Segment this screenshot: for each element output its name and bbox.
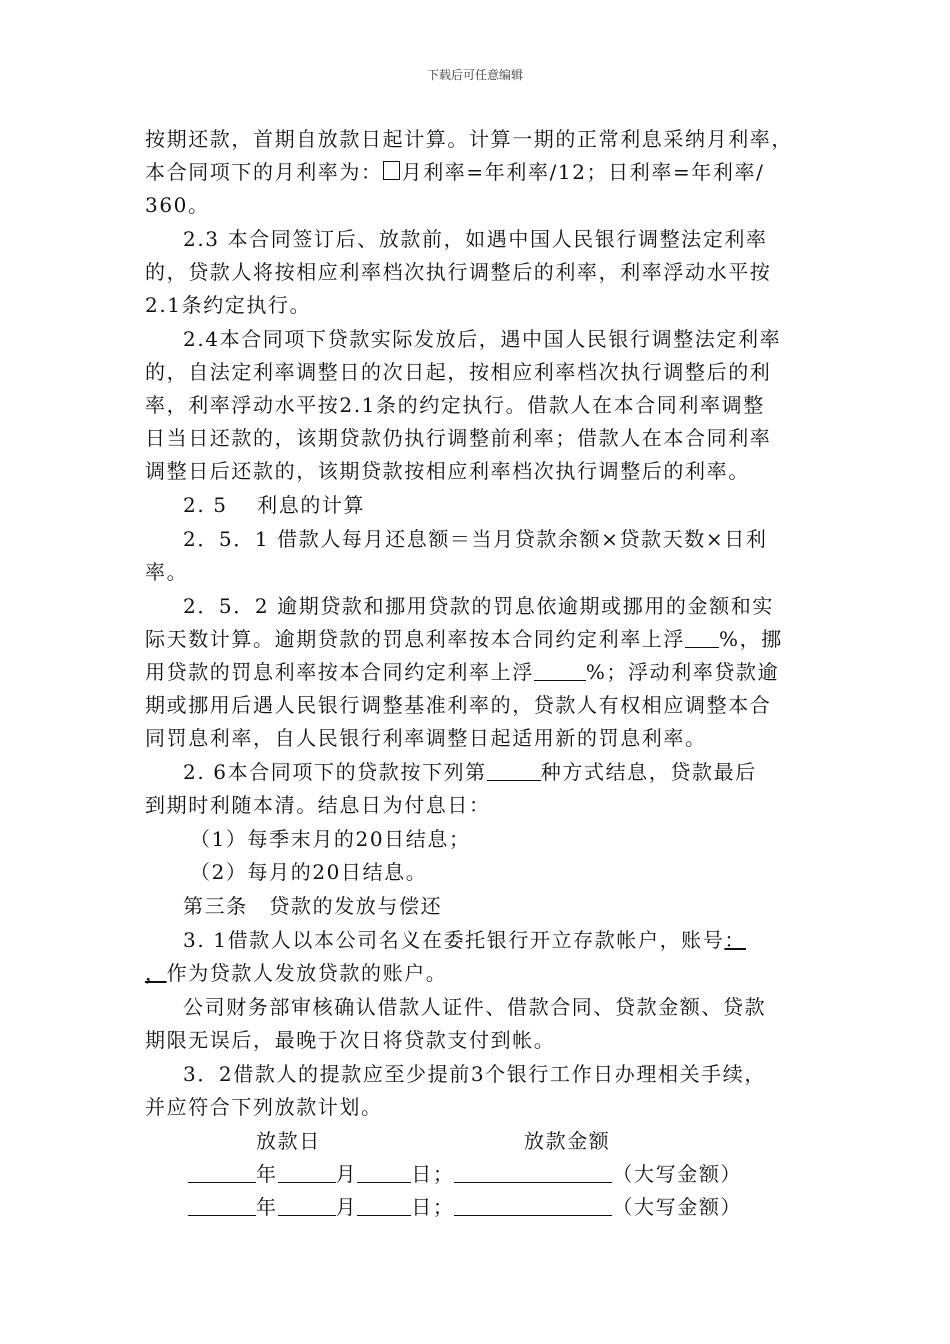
day-blank: [357, 1162, 411, 1183]
list-item: （2）每月的20日结息。: [190, 860, 428, 884]
checkbox-icon: [383, 161, 400, 180]
paragraph-line: 2.4本合同项下贷款实际发放后，遇中国人民银行调整法定利率: [183, 327, 782, 351]
paragraph-line: [145, 960, 810, 986]
paragraph-line: 的，贷款人将按相应利率档次执行调整后的利率，利率浮动水平按: [145, 260, 772, 284]
text-span: 作为贷款人发放贷款的账户。: [166, 961, 448, 985]
month-blank: [278, 1195, 336, 1216]
paragraph-line: [145, 626, 810, 652]
paragraph-line: 同罚息利率，自人民银行利率调整日起适用新的罚息利率。: [145, 726, 707, 750]
blank-field: [685, 627, 719, 648]
section-heading: 2. 5 利息的计算: [183, 493, 366, 517]
day-blank: [357, 1195, 411, 1216]
paragraph-line: 日当日还款的，该期贷款仍执行调整前利率；借款人在本合同利率: [145, 426, 772, 450]
text-span: %，挪: [719, 627, 783, 651]
paragraph-line: 2.1条约定执行。: [145, 293, 312, 317]
paragraph-line: [145, 159, 810, 185]
paragraph-line: 2.3 本合同签订后、放款前，如遇中国人民银行调整法定利率: [183, 227, 768, 251]
list-item: （1）每季末月的20日结息；: [190, 827, 471, 851]
year-blank: [188, 1162, 256, 1183]
paragraph-line: 2．5．2 逾期贷款和挪用贷款的罚息依逾期或挪用的金额和实: [183, 594, 774, 618]
amount-blank: [454, 1195, 612, 1216]
paragraph-line: 2．5．1 借款人每月还息额＝当月贷款余额×贷款天数×日利: [183, 527, 768, 551]
text-span: 月利率=年利率/12；日利率=年利率/: [401, 160, 765, 184]
paragraph-line: 期限无误后，最晚于次日将贷款支付到帐。: [145, 1028, 556, 1052]
schedule-header-date: 放款日: [256, 1129, 321, 1153]
day-label: 日；: [411, 1195, 455, 1219]
paragraph-line: 公司财务部审核确认借款人证件、借款合同、贷款金额、贷款: [183, 995, 767, 1019]
year-label: 年: [256, 1162, 278, 1186]
paragraph-line: 期或挪用后遇人民银行调整基准利率的，贷款人有权相应调整本合: [145, 693, 772, 717]
paragraph-line: [145, 659, 810, 685]
text-span: %；浮动利率贷款逾: [585, 660, 780, 684]
text-span: 本合同项下的月利率为：: [145, 160, 383, 184]
schedule-row: [188, 1194, 853, 1220]
account-number-blank: ：: [724, 928, 746, 952]
amount-note: （大写金额）: [612, 1195, 743, 1219]
text-span: 际天数计算。逾期贷款的罚息利率按本合同约定利率上浮: [145, 627, 685, 651]
amount-note: （大写金额）: [612, 1162, 743, 1186]
month-label: 月: [335, 1195, 358, 1219]
paragraph-line: 率。: [145, 560, 189, 584]
month-blank: [278, 1162, 336, 1183]
paragraph-line: 调整日后还款的，该期贷款按相应利率档次执行调整后的利率。: [145, 459, 750, 483]
blank-field: [487, 760, 541, 781]
year-blank: [188, 1195, 256, 1216]
text-span: 3. 1借款人以本公司名义在委托银行开立存款帐户，账号: [183, 928, 725, 952]
schedule-header-amount: 放款金额: [524, 1129, 611, 1153]
blank-field: [534, 660, 586, 681]
paragraph-line: 360。: [145, 193, 210, 217]
paragraph-line: 到期时利随本清。结息日为付息日：: [145, 793, 491, 817]
paragraph-line: [183, 927, 848, 953]
text-span: 用贷款的罚息利率按本合同约定利率上浮: [145, 660, 534, 684]
paragraph-line: 的，自法定利率调整日的次日起，按相应利率档次执行调整后的利: [145, 360, 772, 384]
month-label: 月: [335, 1162, 358, 1186]
text-span: 2. 6本合同项下的贷款按下列第: [183, 760, 487, 784]
year-label: 年: [256, 1195, 278, 1219]
paragraph-line: [183, 759, 848, 785]
page-header: 下载后可任意编辑: [426, 68, 523, 82]
paragraph-line: 3．2借款人的提款应至少提前3个银行工作日办理相关手续，: [183, 1062, 766, 1086]
schedule-row: [188, 1161, 853, 1187]
day-label: 日；: [411, 1162, 455, 1186]
paragraph-line: 率，利率浮动水平按2.1条的约定执行。借款人在本合同利率调整: [145, 393, 765, 417]
account-number-blank: ，: [145, 961, 167, 985]
amount-blank: [454, 1162, 612, 1183]
paragraph-line: 按期还款，首期自放款日起计算。计算一期的正常利息采纳月利率，: [145, 127, 793, 151]
article-heading: 第三条 贷款的发放与偿还: [183, 894, 443, 918]
paragraph-line: 并应符合下列放款计划。: [145, 1095, 383, 1119]
text-span: 种方式结息，贷款最后: [540, 760, 757, 784]
